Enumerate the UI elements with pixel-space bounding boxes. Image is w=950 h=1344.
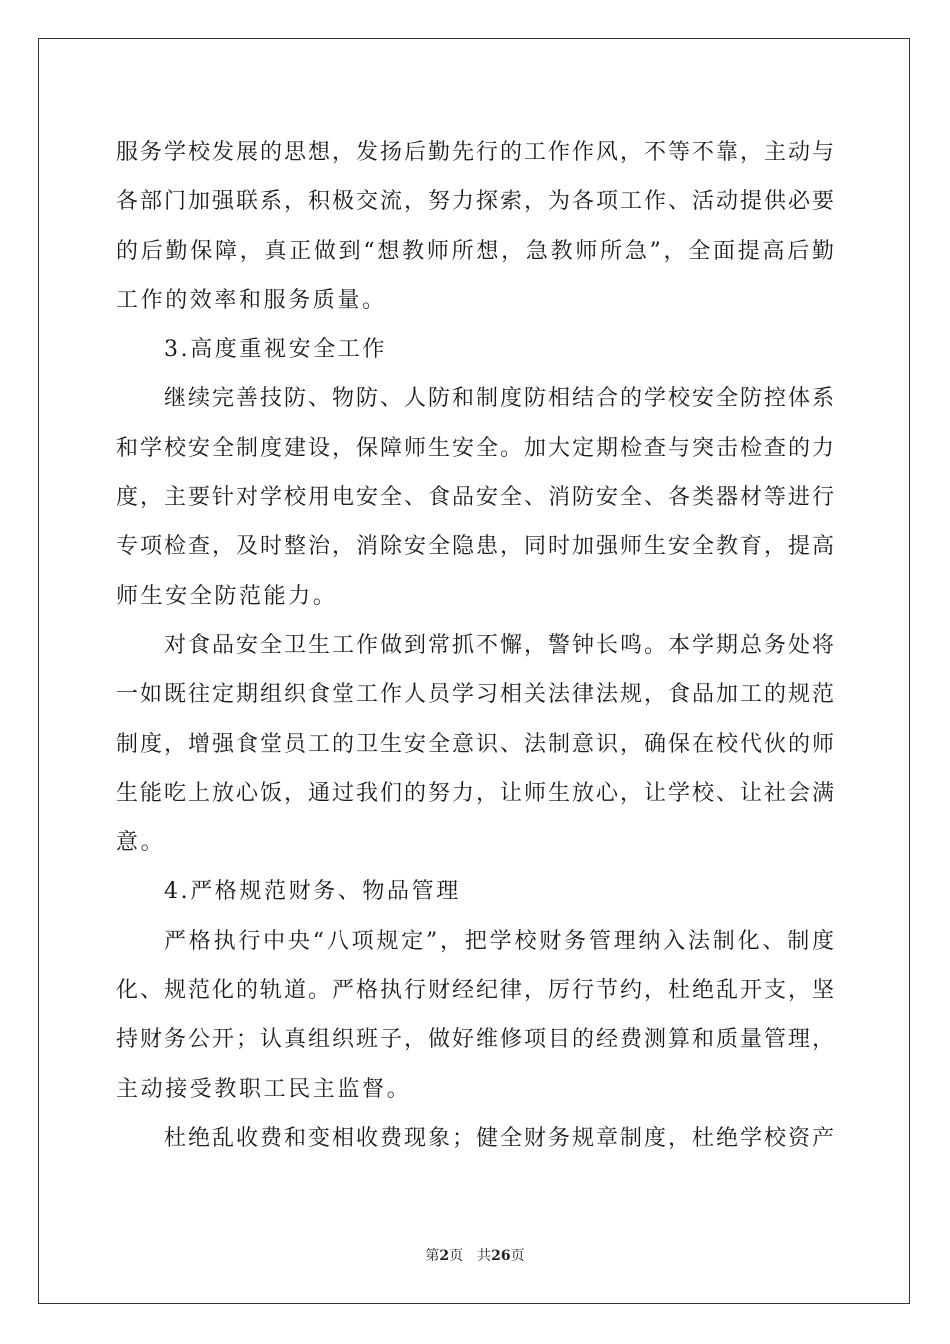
page-footer <box>0 1245 950 1265</box>
text-line: 专项检查，及时整治，消除安全隐患，同时加强师生安全教育，提高 <box>116 534 834 560</box>
page-number: 2 <box>439 1248 450 1264</box>
text-line: 一如既往定期组织食堂工作人员学习相关法律法规，食品加工的规范 <box>116 682 834 708</box>
text-line: 对食品安全卫生工作做到常抓不懈，警钟长鸣。本学期总务处将 <box>164 632 834 658</box>
text-line: 生能吃上放心饭，通过我们的努力，让师生放心，让学校、让社会满 <box>116 780 834 806</box>
document-body <box>116 128 834 1163</box>
text-line: 制度，增强食堂员工的卫生安全意识、法制意识，确保在校代伙的师 <box>116 731 834 757</box>
text-line: 严格执行中央“八项规定”，把学校财务管理纳入法制化、制度 <box>164 928 834 954</box>
text-line: 杜绝乱收费和变相收费现象；健全财务规章制度，杜绝学校资产 <box>164 1125 834 1151</box>
total-pages: 26 <box>491 1248 511 1264</box>
text-line: 化、规范化的轨道。严格执行财经纪律，厉行节约，杜绝乱开支，坚 <box>116 978 834 1004</box>
text-line: 4.严格规范财务、物品管理 <box>164 879 461 905</box>
text-line: 和学校安全制度建设，保障师生安全。加大定期检查与突击检查的力 <box>116 435 834 461</box>
page-prefix: 第 <box>425 1248 440 1264</box>
text-line: 工作的效率和服务质量。 <box>116 287 387 313</box>
text-line: 3.高度重视安全工作 <box>164 337 387 363</box>
text-line: 的后勤保障，真正做到“想教师所想，急教师所急”，全面提高后勤 <box>116 238 834 264</box>
text-line: 各部门加强联系，积极交流，努力探索，为各项工作、活动提供必要 <box>116 189 834 215</box>
text-line: 度，主要针对学校用电安全、食品安全、消防安全、各类器材等进行 <box>116 485 834 511</box>
text-line: 继续完善技防、物防、人防和制度防相结合的学校安全防控体系 <box>164 386 834 412</box>
text-line: 主动接受教职工民主监督。 <box>116 1076 412 1102</box>
text-line: 持财务公开；认真组织班子，做好维修项目的经费测算和质量管理， <box>116 1027 834 1053</box>
text-line: 意。 <box>116 830 166 856</box>
total-prefix: 共 <box>477 1248 492 1264</box>
total-suffix: 页 <box>510 1248 525 1264</box>
text-line: 服务学校发展的思想，发扬后勤先行的工作作风，不等不靠，主动与 <box>116 140 834 165</box>
text-line: 师生安全防范能力。 <box>116 583 338 609</box>
page-suffix: 页 <box>449 1248 464 1264</box>
